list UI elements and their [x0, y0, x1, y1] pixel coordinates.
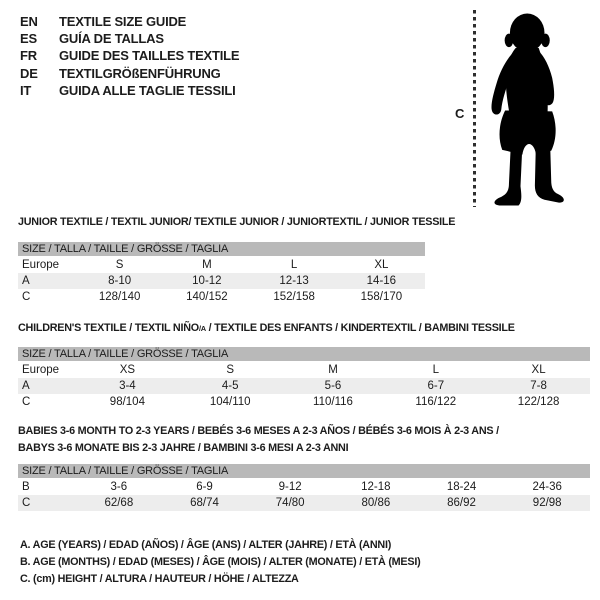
language-row-es: [20, 30, 239, 47]
language-code: FR: [20, 48, 37, 64]
table-row-height: [18, 394, 590, 410]
table-cell: 116/122: [415, 396, 457, 408]
size-header-band: SIZE / TALLA / TAILLE / GRÖSSE / TAGLIA: [18, 347, 590, 361]
table-cell: 62/68: [104, 497, 134, 509]
babies-size-table: [18, 464, 590, 511]
table-cell: M: [328, 364, 338, 376]
language-row-de: [20, 65, 239, 82]
language-code: EN: [20, 14, 38, 29]
table-cell: XS: [119, 364, 136, 376]
table-cell: 122/128: [517, 396, 560, 408]
row-label: Europe: [22, 364, 60, 376]
row-label: C: [22, 497, 31, 509]
table-cell: 9-12: [278, 481, 302, 493]
table-cell: 12-18: [361, 481, 391, 493]
title-part: / TEXTILE DES ENFANTS / KINDERTEXTIL / BAMBINI TESSILE: [205, 322, 515, 334]
table-cell: L: [290, 259, 298, 271]
table-cell: 98/104: [109, 396, 145, 408]
table-cell: 4-5: [221, 380, 239, 392]
junior-size-table: [18, 242, 425, 305]
table-cell: 110/116: [313, 396, 353, 408]
babies-title-line1: BABIES 3-6 MONTH TO 2-3 YEARS / BEBÉS 3-6 MESES A 2-3 AÑOS / BÉBÉS 3-6 MOIS À 2-3 ANS /: [18, 425, 499, 437]
table-row-age: [18, 273, 425, 289]
table-cell: 86/92: [447, 497, 476, 509]
language-title: TEXTILE SIZE GUIDE: [59, 14, 187, 29]
table-cell: 92/98: [532, 497, 562, 509]
babies-title-line2: BABYS 3-6 MONATE BIS 2-3 JAHRE / BAMBINI 3-6 MESI A 2-3 ANNI: [18, 442, 349, 454]
toddler-silhouette-icon: [484, 8, 580, 211]
table-cell: 140/152: [186, 291, 228, 303]
language-code: ES: [20, 31, 37, 47]
childrens-section-title: [18, 322, 515, 334]
table-cell: 10-12: [192, 275, 222, 287]
title-part: CHILDREN'S TEXTILE / TEXTIL NIÑO: [18, 322, 199, 334]
table-row-height: [18, 289, 425, 305]
height-measure-label: C: [455, 106, 465, 121]
table-cell: 68/74: [190, 497, 219, 509]
language-row-it: [20, 82, 239, 99]
height-measure-dashed-line: [473, 10, 476, 207]
table-cell: 128/140: [98, 291, 141, 303]
row-label: A: [22, 380, 30, 392]
table-cell: 158/170: [360, 291, 403, 303]
table-cell: 74/80: [275, 497, 305, 509]
table-cell: 3-6: [110, 481, 128, 493]
table-cell: 80/86: [361, 497, 391, 509]
table-row-age: [18, 378, 590, 394]
table-cell: L: [432, 364, 439, 376]
table-cell: XL: [374, 259, 389, 271]
table-row-age-months: [18, 479, 590, 495]
size-header-band: SIZE / TALLA / TAILLE / GRÖSSE / TAGLIA: [18, 242, 425, 256]
row-label: B: [22, 481, 30, 493]
table-cell: 5-6: [324, 380, 342, 392]
table-cell: 6-7: [427, 380, 445, 392]
language-row-fr: [20, 47, 239, 64]
table-cell: M: [202, 259, 212, 271]
table-cell: S: [115, 259, 124, 271]
row-label: Europe: [22, 259, 60, 271]
language-code: DE: [20, 65, 38, 81]
childrens-size-table: [18, 347, 590, 410]
footnote-age-months: B. AGE (MONTHS) / EDAD (MESES) / ÂGE (MOIS) / ALTER (MONATE) / ETÀ (MESI): [20, 556, 421, 568]
table-cell: 152/158: [273, 291, 315, 303]
table-cell: 104/110: [209, 396, 251, 408]
title-subscript: /A: [198, 324, 206, 333]
row-label: A: [22, 275, 30, 287]
babies-section-title: [18, 423, 499, 457]
table-cell: S: [226, 364, 235, 376]
table-cell: 7-8: [530, 380, 547, 392]
table-cell: XL: [531, 364, 546, 376]
footnote-height-cm: C. (cm) HEIGHT / ALTURA / HAUTEUR / HÖHE / ALTEZZA: [20, 573, 299, 585]
legend-footnotes: [20, 537, 420, 588]
table-row-height: [18, 495, 590, 511]
row-label: C: [22, 396, 31, 408]
table-cell: 8-10: [108, 275, 132, 287]
size-header-band: SIZE / TALLA / TAILLE / GRÖSSE / TAGLIA: [18, 464, 590, 478]
language-row-en: [20, 13, 239, 30]
table-cell: 3-4: [119, 380, 136, 392]
junior-section-title: JUNIOR TEXTILE / TEXTIL JUNIOR/ TEXTILE JUNIOR / JUNIORTEXTIL / JUNIOR TESSILE: [18, 216, 456, 228]
row-label: C: [22, 291, 31, 303]
language-title-list: [20, 13, 239, 99]
language-code: IT: [20, 82, 32, 98]
footnote-age-years: A. AGE (YEARS) / EDAD (AÑOS) / ÂGE (ANS) / ALTER (JAHRE) / ETÀ (ANNI): [20, 539, 392, 551]
language-title: GUIDE DES TAILLES TEXTILE: [59, 48, 240, 64]
language-title: TEXTILGRÖßENFÜHRUNG: [59, 65, 221, 81]
language-title: GUIDA ALLE TAGLIE TESSILI: [59, 82, 236, 98]
table-cell: 24-36: [532, 481, 562, 493]
table-cell: 6-9: [196, 481, 213, 493]
table-cell: 12-13: [279, 275, 309, 287]
table-row-europe: [18, 362, 590, 378]
table-row-europe: [18, 257, 425, 273]
table-cell: 18-24: [446, 481, 477, 493]
language-title: GUÍA DE TALLAS: [59, 31, 164, 47]
table-cell: 14-16: [366, 275, 397, 287]
